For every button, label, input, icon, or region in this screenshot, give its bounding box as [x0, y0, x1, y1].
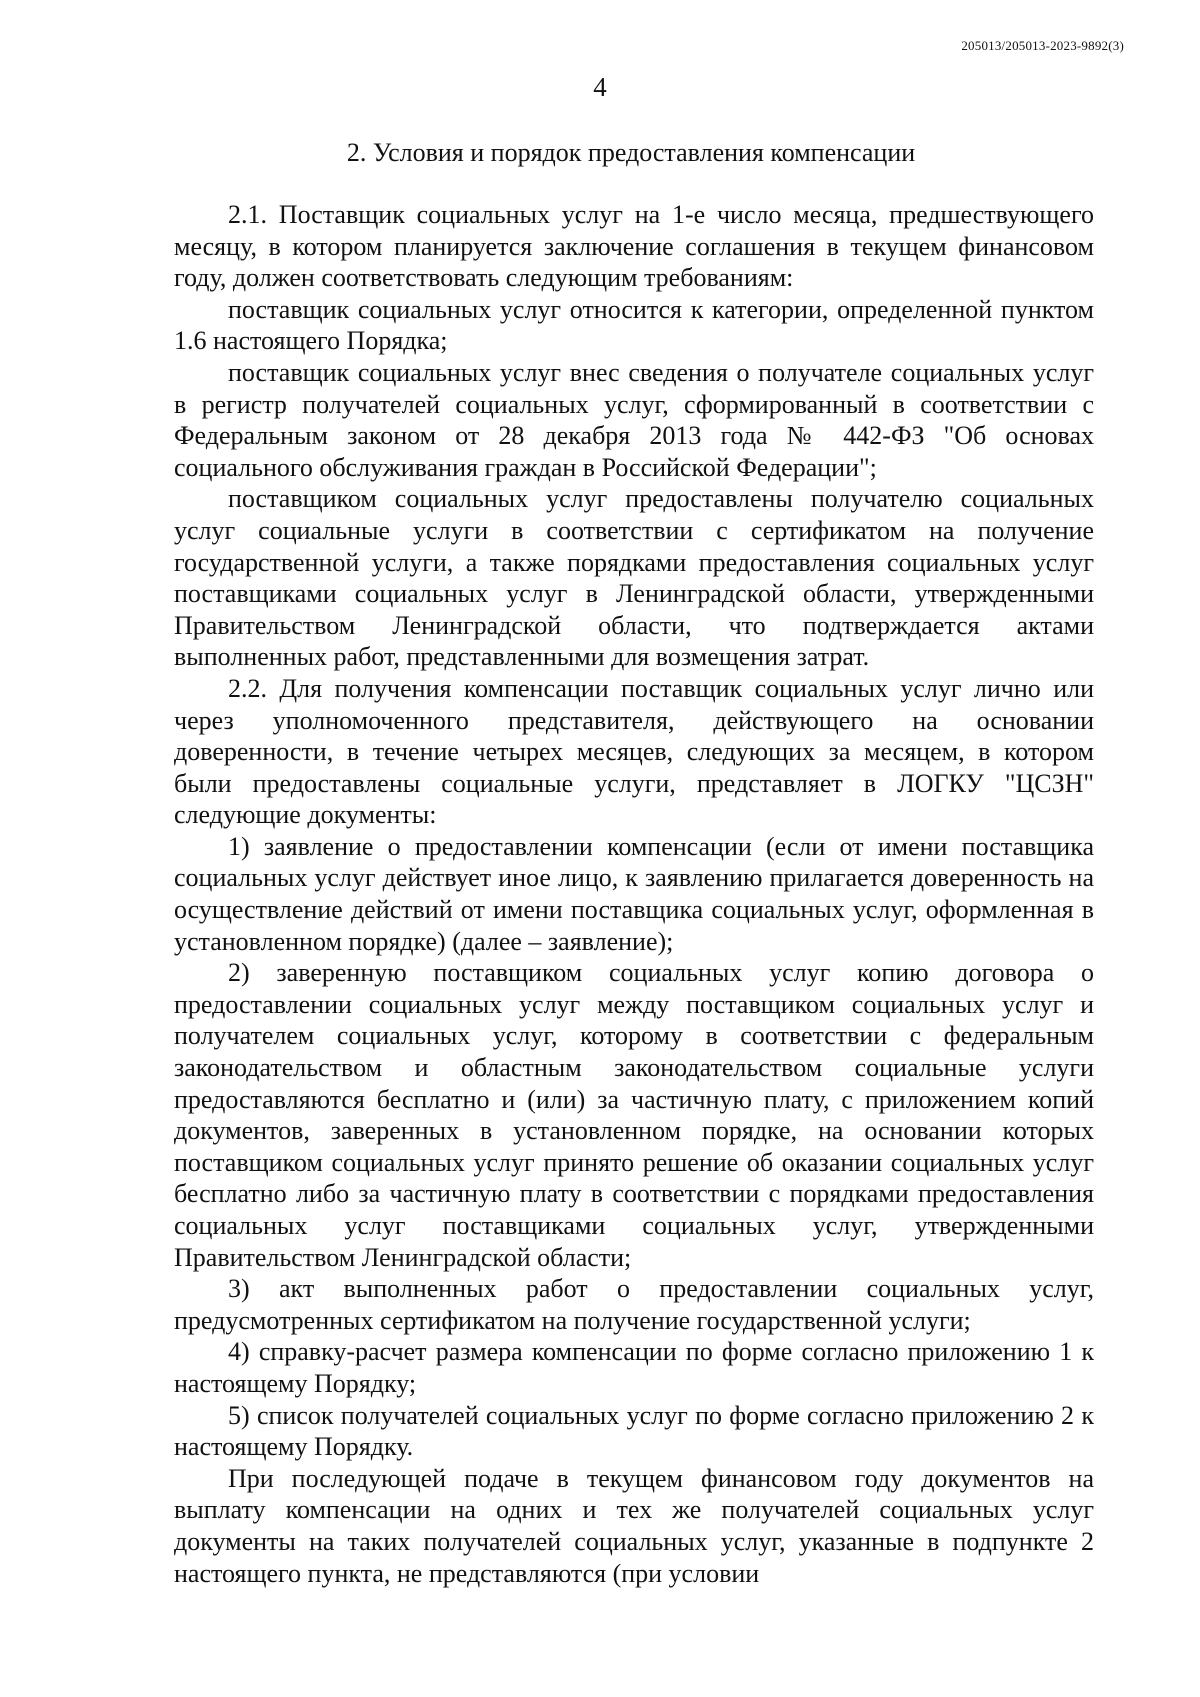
page-number: 4 [593, 72, 607, 102]
document-item-1: 1) заявление о предоставлении компенсации (если от имени поставщика социальных услуг действует иное лицо, к заявлению прилагается доверенность на осуществление действий от имени поставщика социальных услуг, оформленная в установленном порядке) (далее – заявление); [174, 831, 1094, 956]
section-title: 2. Условия и порядок предоставления компенсации [346, 138, 916, 167]
body-text [174, 199, 1094, 1589]
document-item-4: 4) справку-расчет размера компенсации по форме согласно приложению 1 к настоящему Порядку; [174, 1337, 1094, 1398]
subsequent-submission-paragraph: При последующей подаче в текущем финансовом году документов на выплату компенсации на одних и тех же получателей социальных услуг документы на таких получателей социальных услуг, указанные в подпункте 2 настоящего пункта, не представляются (при условии [174, 1463, 1094, 1588]
document-item-3: 3) акт выполненных работ о предоставлении социальных услуг, предусмотренных сертификатом на получение государственной услуги; [174, 1274, 1094, 1335]
paragraph-2-2: 2.2. Для получения компенсации поставщик социальных услуг лично или через уполномоченного представителя, действующего на основании доверенности, в течение четырех месяцев, следующих за месяцем, в котором были предоставлены социальные услуги, представляет в ЛОГКУ "ЦСЗН" следующие документы: [174, 673, 1094, 830]
document-item-2: 2) заверенную поставщиком социальных услуг копию договора о предоставлении социальных услуг между поставщиком социальных услуг и получателем социальных услуг, которому в соответствии с федеральным законодательством и областным законодательством социальные услуги предоставляются бесплатно и (или) за частичную плату, с приложением копий документов, заверенных в установленном порядке, на основании которых поставщиком социальных услуг принято решение об оказании социальных услуг бесплатно либо за частичную плату в соответствии с порядками предоставления социальных услуг поставщиками социальных услуг, утвержденными Правительством Ленинградской области; [174, 958, 1094, 1272]
requirement-register: поставщик социальных услуг внес сведения о получателе социальных услуг в регистр получателей социальных услуг, сформированный в соответствии с Федеральным законом от 28 декабря 2013 года № 442-ФЗ "Об основах социального обслуживания граждан в Российской Федерации"; [174, 357, 1094, 482]
requirement-category: поставщик социальных услуг относится к категории, определенной пунктом 1.6 настоящего Порядка; [174, 294, 1094, 356]
document-registration-code: 205013/205013-2023-9892(3) [961, 38, 1124, 53]
requirement-services-provided: поставщиком социальных услуг предоставлены получателю социальных услуг социальные услуги в соответствии с сертификатом на получение государственной услуги, а также порядками предоставления социальных услуг поставщиками социальных услуг в Ленинградской области, утвержденными Правительством Ленинградской области, что подтверждается актами выполненных работ, представленными для возмещения затрат. [174, 484, 1094, 672]
document-item-5: 5) список получателей социальных услуг по форме согласно приложению 2 к настоящему Порядку. [174, 1400, 1094, 1462]
paragraph-2-1: 2.1. Поставщик социальных услуг на 1-е число месяца, предшествующего месяцу, в котором планируется заключение соглашения в текущем финансовом году, должен соответствовать следующим требованиям: [174, 200, 1094, 293]
